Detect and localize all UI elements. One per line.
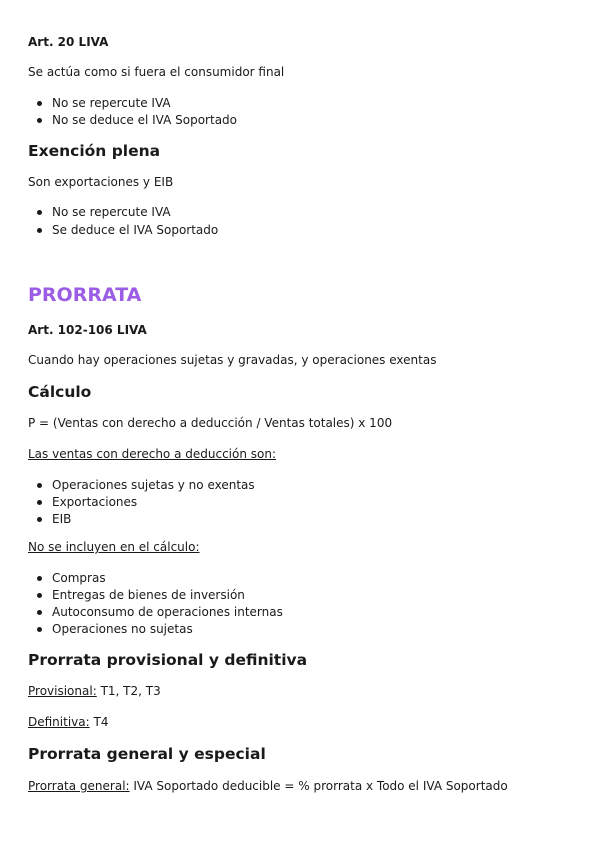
bullet-icon: [37, 517, 42, 522]
provisional-label: Provisional:: [28, 684, 97, 698]
genesp-heading: Prorrata general y especial: [28, 745, 266, 763]
sec2-description: Son exportaciones y EIB: [28, 175, 174, 189]
prorrata-title: PRORRATA: [28, 284, 142, 306]
prorrata-description: Cuando hay operaciones sujetas y gravadas, y operaciones exentas: [28, 353, 437, 367]
bullet-icon: [37, 576, 42, 581]
exclusions-label: No se incluyen en el cálculo:: [28, 540, 200, 554]
provisional-line: [28, 684, 161, 698]
sec1-article: Art. 20 LIVA: [28, 35, 109, 49]
bullet-icon: [37, 210, 42, 215]
bullet-icon: [37, 228, 42, 233]
provdef-heading: Prorrata provisional y definitiva: [28, 651, 308, 669]
bullet-icon: [37, 593, 42, 598]
prorrata-article: Art. 102-106 LIVA: [28, 323, 147, 337]
bullet-icon: [37, 483, 42, 488]
sec1-description: Se actúa como si fuera el consumidor final: [28, 65, 285, 79]
bullet-icon: [37, 610, 42, 615]
provisional-value: T1, T2, T3: [96, 684, 161, 698]
calculo-heading: Cálculo: [28, 383, 92, 401]
general-value: IVA Soportado deducible = % prorrata x Todo el IVA Soportado: [129, 779, 508, 793]
definitiva-value: T4: [89, 715, 109, 729]
definitiva-line: [28, 715, 108, 729]
general-line: [28, 779, 508, 793]
sec2-heading: Exención plena: [28, 142, 161, 160]
bullet-icon: [37, 627, 42, 632]
bullet-icon: [37, 500, 42, 505]
bullet-icon: [37, 118, 42, 123]
bullet-icon: [37, 101, 42, 106]
ventas-label: Las ventas con derecho a deducción son:: [28, 447, 277, 461]
general-label: Prorrata general:: [28, 779, 130, 793]
prorrata-formula: P = (Ventas con derecho a deducción / Ventas totales) x 100: [28, 416, 393, 430]
definitiva-label: Definitiva:: [28, 715, 90, 729]
